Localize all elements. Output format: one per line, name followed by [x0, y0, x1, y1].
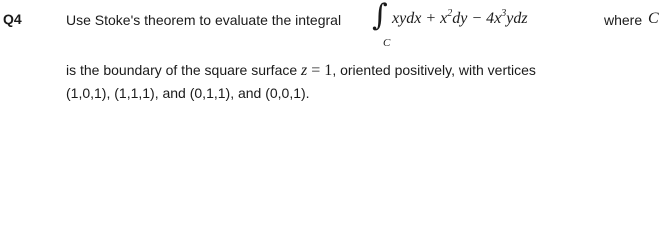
integrand-expression [392, 10, 528, 28]
where-text: where [604, 12, 643, 28]
question-line-1 [66, 12, 341, 28]
integrand-term-2-rest: dy [452, 10, 468, 27]
question-line-2 [66, 62, 536, 80]
vertices-list: (1,0,1), (1,1,1), and (0,1,1), and (0,0,1). [66, 85, 310, 101]
integrand-minus-coef: − 4 [467, 10, 495, 27]
curve-symbol: C [648, 10, 659, 27]
integrand-term-1: xydx [392, 10, 422, 27]
question-intro-text: Use Stoke's theorem to evaluate the integral [66, 12, 342, 28]
line2-after-text: , oriented positively, with vertices [332, 62, 536, 78]
integrand-term-3-exponent: 3 [501, 8, 507, 19]
integrand-term-3-base: x [494, 10, 502, 27]
integrand-term-2-base: x [440, 10, 448, 27]
question-number: Q4 [3, 11, 22, 27]
question-line-3 [66, 85, 310, 101]
integrand-term-3-rest: ydz [506, 10, 528, 27]
line2-before-text: is the boundary of the square surface [66, 62, 302, 78]
integrand-plus: + [421, 10, 441, 27]
integrand-term-2-exponent: 2 [447, 8, 453, 19]
integral-sign: ∫ [372, 0, 388, 33]
integral-subscript: C [383, 37, 391, 49]
surface-equation: = 1 [307, 62, 333, 79]
surface-variable: z [301, 62, 308, 79]
